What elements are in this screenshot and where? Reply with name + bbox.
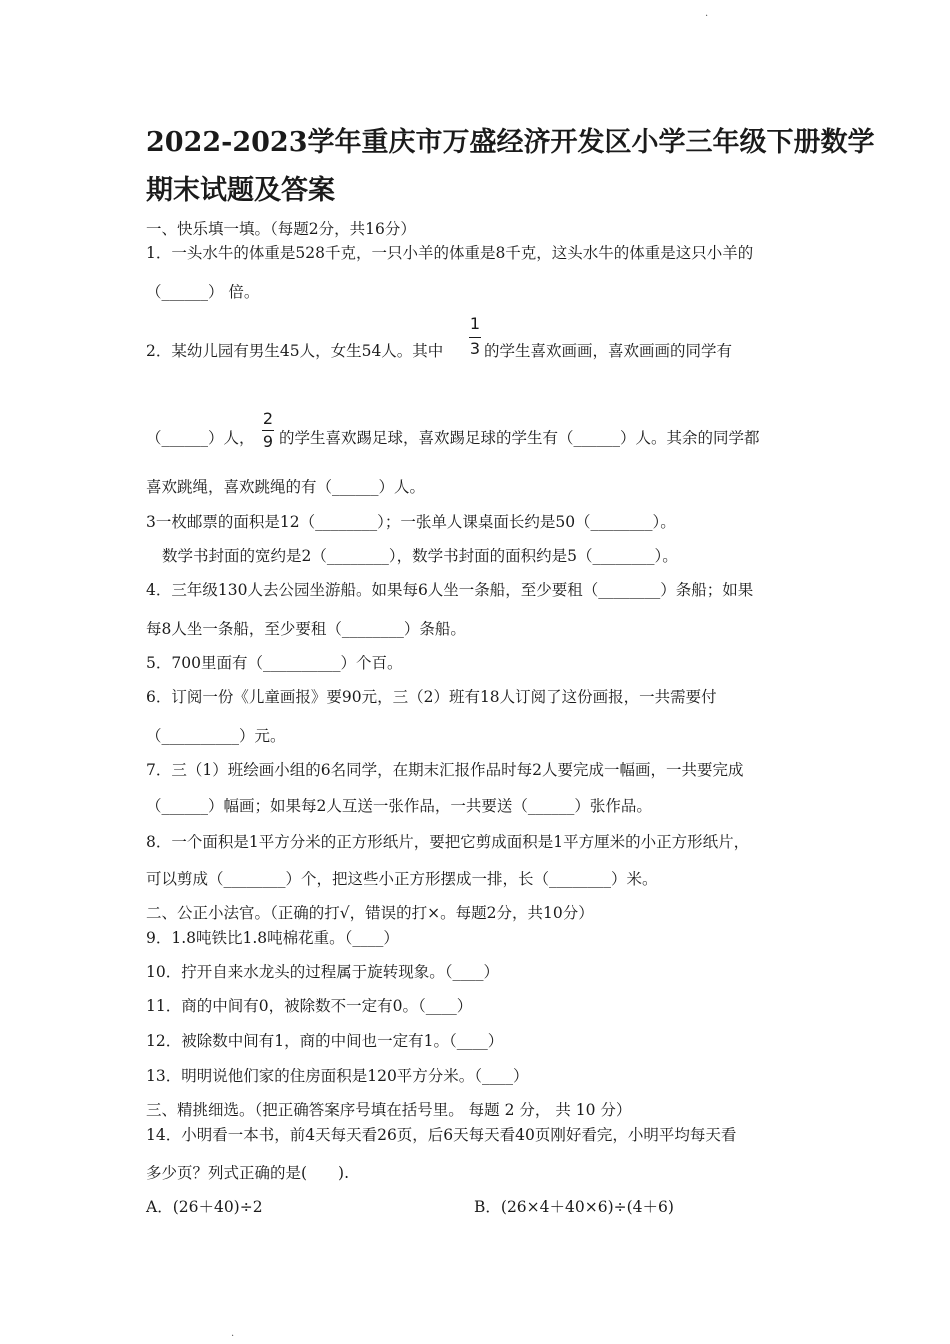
q4-line1: 4．三年级130人去公园坐游船。如果每6人坐一条船，至少要租（________）条船；如果	[146, 581, 754, 599]
fraction1-numerator: 1	[469, 314, 481, 333]
q13-line: 13．明明说他们家的住房面积是120平方分米。（____）	[146, 1067, 529, 1085]
q14-option-a: A．(26＋40)÷2	[146, 1198, 263, 1216]
q7-line2: （______）幅画；如果每2人互送一张作品，一共要送（______）张作品。	[146, 797, 652, 815]
fraction2-numerator: 2	[262, 409, 274, 428]
doc-title-line2: 期末试题及答案	[146, 175, 335, 206]
q3-line1: 3一枚邮票的面积是12（________）；一张单人课桌面长约是50（________）。	[146, 513, 676, 531]
fraction2-denominator: 9	[262, 432, 274, 451]
doc-title-line1: 2022-2023学年重庆市万盛经济开发区小学三年级下册数学	[146, 127, 875, 158]
q1-line2: （______） 倍。	[146, 283, 260, 301]
fraction2-bar	[262, 430, 274, 431]
q12-line: 12．被除数中间有1，商的中间也一定有1。（____）	[146, 1032, 504, 1050]
q5-line: 5．700里面有（__________）个百。	[146, 654, 403, 672]
q14-option-b: B．(26×4＋40×6)÷(4＋6)	[474, 1198, 674, 1216]
q2-line1-part1: 2．某幼儿园有男生45人，女生54人。其中	[146, 342, 444, 360]
q6-line2: （__________）元。	[146, 727, 286, 745]
q14-line1: 14．小明看一本书，前4天每天看26页，后6天每天看40页刚好看完，小明平均每天看	[146, 1126, 737, 1144]
q10-line: 10．拧开自来水龙头的过程属于旋转现象。（____）	[146, 963, 499, 981]
q8-line2: 可以剪成（________）个，把这些小正方形摆成一排，长（________）米。	[146, 870, 658, 888]
q9-line: 9．1.8吨铁比1.8吨棉花重。（____）	[146, 929, 399, 947]
q1-line1: 1．一头水牛的体重是528千克，一只小羊的体重是8千克，这头水牛的体重是这只小羊的	[146, 244, 754, 262]
q14-line2: 多少页？列式正确的是( ).	[146, 1164, 350, 1182]
q11-line: 11．商的中间有0，被除数不一定有0。（____）	[146, 997, 473, 1015]
q6-line1: 6．订阅一份《儿童画报》要90元，三（2）班有18人订阅了这份画报，一共需要付	[146, 688, 717, 706]
q2-line1-part2: 的学生喜欢画画，喜欢画画的同学有	[484, 342, 733, 360]
q7-line1: 7．三（1）班绘画小组的6名同学，在期末汇报作品时每2人要完成一幅画，一共要完成	[146, 761, 744, 779]
fraction1-denominator: 3	[469, 339, 481, 358]
section2-heading: 二、公正小法官。（正确的打√，错误的打×。每题2分，共10分）	[146, 904, 594, 922]
top-dot-mark: .	[705, 8, 709, 19]
section3-heading: 三、精挑细选。（把正确答案序号填在括号里。 每题 2 分， 共 10 分）	[146, 1101, 632, 1119]
q2-line2-part2: 的学生喜欢踢足球，喜欢踢足球的学生有（______）人。其余的同学都	[279, 429, 760, 447]
q3-line2: 数学书封面的宽约是2（________），数学书封面的面积约是5（________）。	[162, 547, 678, 565]
section1-heading: 一、快乐填一填。（每题2分，共16分）	[146, 220, 416, 238]
q2-line3: 喜欢跳绳，喜欢跳绳的有（______）人。	[146, 478, 426, 496]
q8-line1: 8．一个面积是1平方分米的正方形纸片，要把它剪成面积是1平方厘米的小正方形纸片，	[146, 833, 750, 851]
q2-line2-part1: （______）人，	[146, 429, 255, 447]
q4-line2: 每8人坐一条船，至少要租（________）条船。	[146, 620, 466, 638]
bottom-dot-mark: .	[231, 1328, 235, 1339]
fraction1-bar	[469, 337, 481, 338]
